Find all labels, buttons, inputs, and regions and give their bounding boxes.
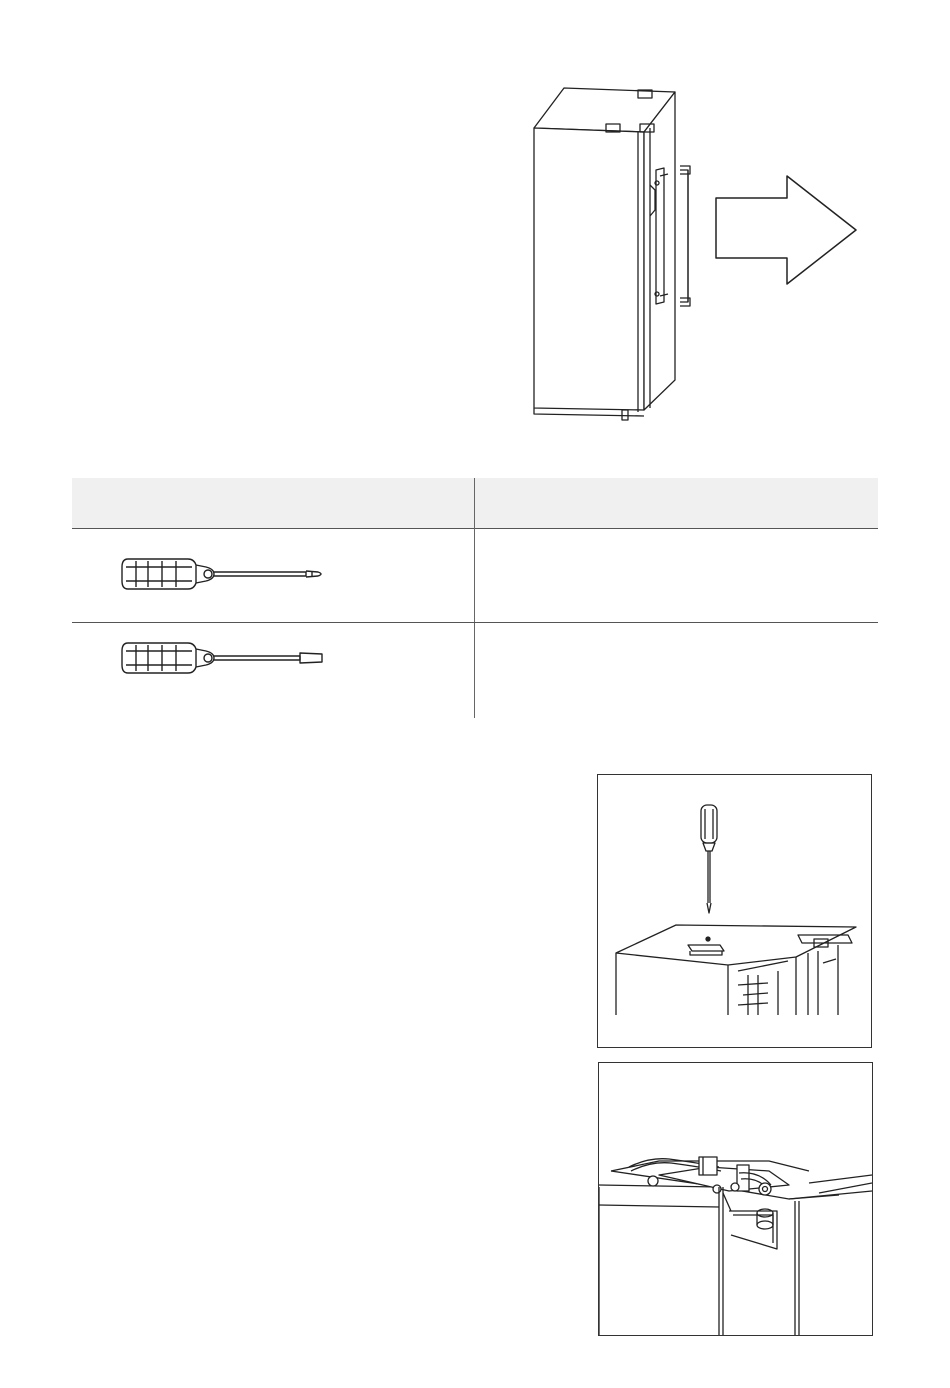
figure-screw-removal [597,774,872,1048]
table-row [72,623,474,718]
table-row [72,529,474,622]
right-arrow-icon [716,176,856,284]
top-hinge-detail-illustration [599,1063,872,1335]
header-tool [72,478,474,528]
freezer-handle-removal-illustration [520,80,870,425]
flathead-screwdriver-icon [118,631,378,691]
column-divider [474,478,475,718]
figure-top-hinge [598,1062,873,1336]
header-description [476,478,878,528]
phillips-screwdriver-icon [118,547,378,607]
figure-handle-removal [520,80,870,425]
screwdriver-top-hinge-illustration [598,775,871,1047]
tools-table-header [72,478,878,529]
tools-table [72,478,878,718]
